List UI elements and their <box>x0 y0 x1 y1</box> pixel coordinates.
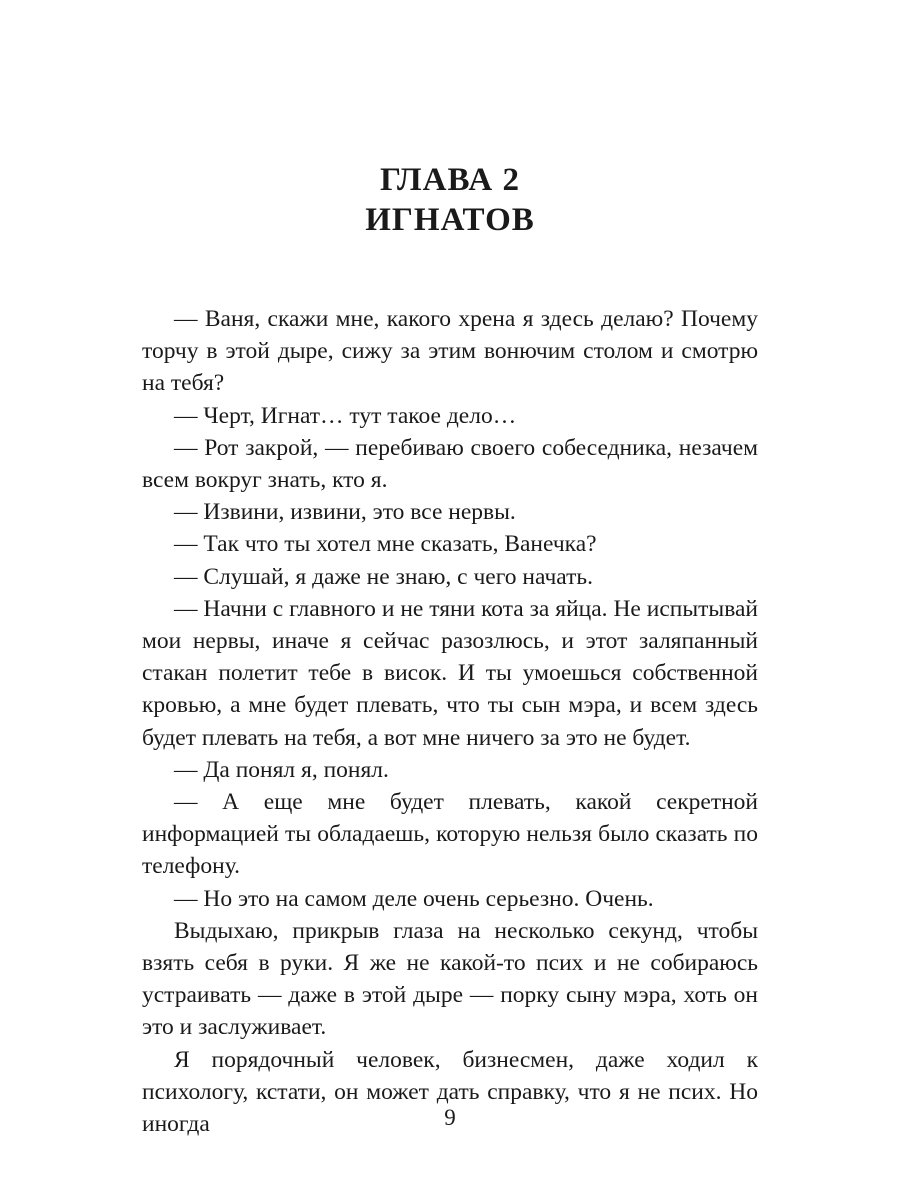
paragraph: — А еще мне будет плевать, какой секретной информацией ты обладаешь, которую нельзя было сказать по телефону. <box>142 789 758 880</box>
paragraph: Выдыхаю, прикрыв глаза на несколько секунд, чтобы взять себя в руки. Я же не какой-то псих и не собираюсь устраивать — даже в этой дыре — порку сыну мэра, хоть он это и заслуживает. <box>142 917 758 1041</box>
paragraph: — Ваня, скажи мне, какого хрена я здесь делаю? Почему торчу в этой дыре, сижу за этим вонючим столом и смотрю на тебя? <box>142 306 758 397</box>
paragraph: — Начни с главного и не тяни кота за яйца. Не испытывай мои нервы, иначе я сейчас разозлюсь, и этот заляпанный стакан полетит тебе в висок. И ты умоешься собственной кровью, а мне будет плевать, что ты сын мэра, и всем здесь будет плевать на тебя, а вот мне ничего за это не будет. <box>142 595 758 751</box>
paragraph: — Да понял я, понял. <box>174 756 389 783</box>
paragraph: — Но это на самом деле очень серьезно. Очень. <box>174 885 654 912</box>
chapter-number: ГЛАВА 2 <box>380 162 520 198</box>
paragraph: — Рот закрой, — перебиваю своего собеседника, незачем всем вокруг знать, кто я. <box>142 434 758 494</box>
paragraph: — Слушай, я даже не знаю, с чего начать. <box>174 563 593 590</box>
paragraph: — Так что ты хотел мне сказать, Ванечка? <box>174 531 597 558</box>
paragraph: Я порядочный человек, бизнесмен, даже ходил к психологу, кстати, он может дать справку, что я не псих. Но иногда <box>142 1046 758 1138</box>
chapter-title: ИГНАТОВ <box>365 202 535 238</box>
paragraph: — Извини, извини, это все нервы. <box>174 499 516 526</box>
chapter-body <box>142 303 758 1140</box>
page-number: 9 <box>444 1105 456 1130</box>
paragraph: — Черт, Игнат… тут такое дело… <box>174 402 517 429</box>
chapter-heading <box>0 160 900 240</box>
